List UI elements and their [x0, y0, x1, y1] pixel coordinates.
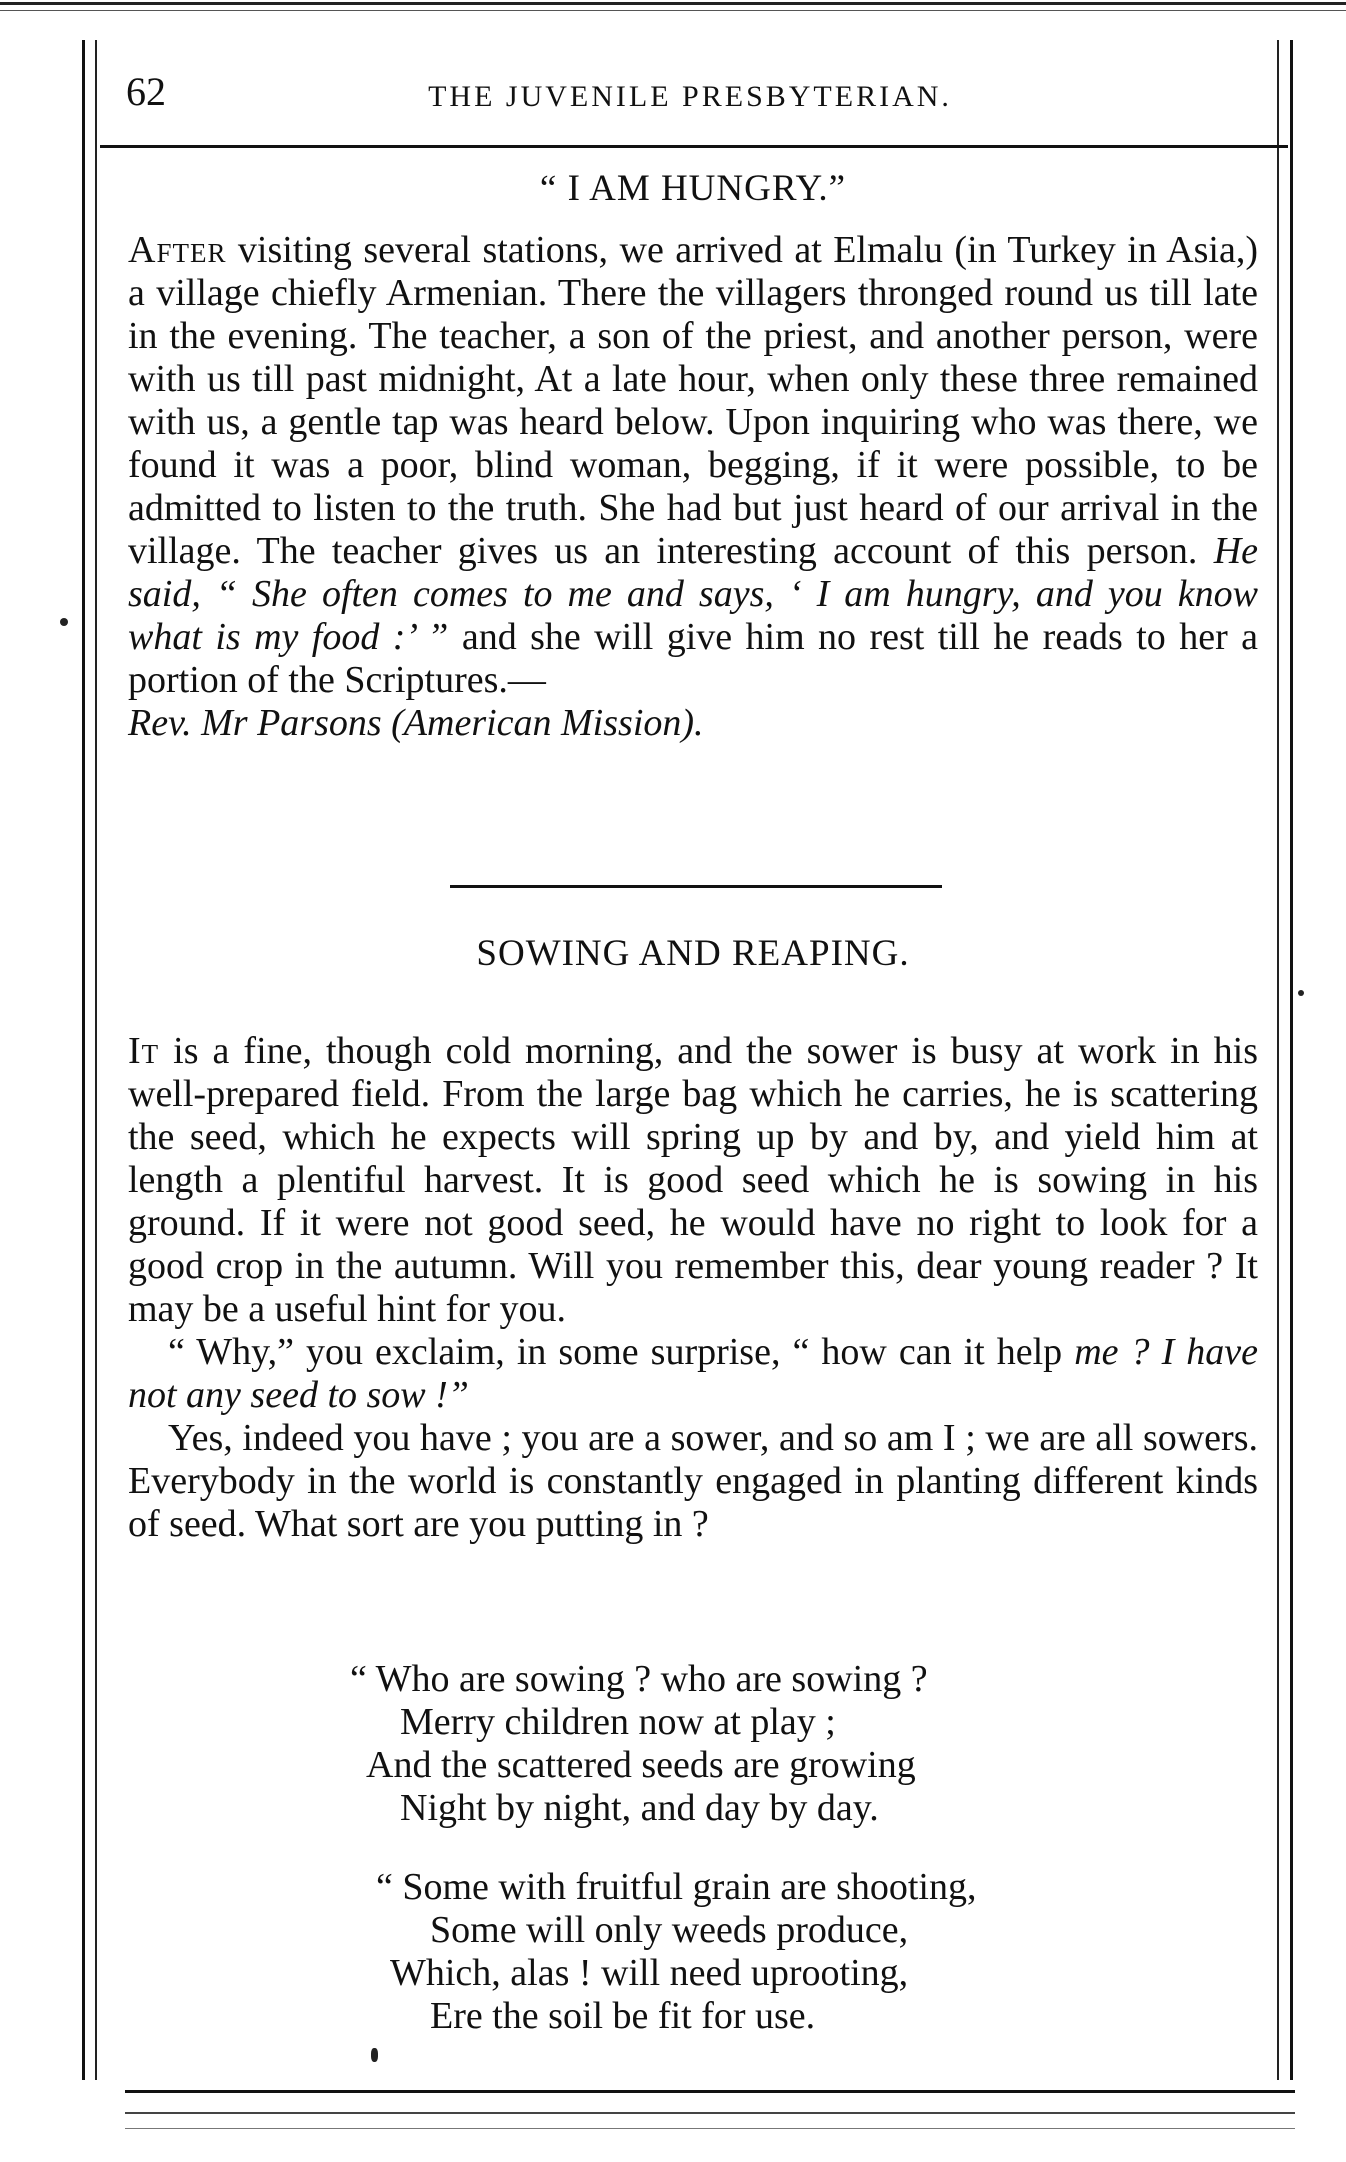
- italic-quote: He said, “ She often comes to me and says, ‘ I am hungry, and you know what is my food :’ ”: [128, 530, 1258, 658]
- body-text-end: and she will give him no rest till he reads to her a portion of the Scriptures.—: [128, 616, 1259, 701]
- poem-line: “ Who are sowing ? who are sowing ?: [350, 1658, 928, 1700]
- bottom-rule: [125, 2090, 1295, 2093]
- top-border-rule-thin: [0, 10, 1346, 11]
- poem-line: Some will only weeds produce,: [430, 1909, 909, 1951]
- paragraph-3: Yes, indeed you have ; you are a sower, and so am I ; we are all sowers. Everybody in the world is constantly engaged in planting different kinds of seed. What sort are you putting in ?: [128, 1417, 1258, 1545]
- lead-word: After: [128, 229, 227, 271]
- poem-line: Night by night, and day by day.: [400, 1787, 879, 1829]
- header-divider: [100, 145, 1288, 148]
- article-title: SOWING AND REAPING.: [476, 933, 910, 974]
- print-speck: [371, 2048, 378, 2062]
- paragraph-2-text: “ Why,” you exclaim, in some surprise, “ how can it help: [168, 1331, 1075, 1373]
- article-sowing-and-reaping: [128, 935, 1258, 1546]
- poem-line: And the scattered seeds are growing: [366, 1744, 916, 1786]
- paragraph-2-italic: me ? I have not any seed to sow !”: [128, 1331, 1258, 1416]
- paragraph-2: [128, 1331, 1258, 1417]
- poem-line: Which, alas ! will need uprooting,: [390, 1952, 909, 1994]
- bottom-rule-tertiary: [125, 2128, 1295, 2129]
- bottom-rule-secondary: [125, 2112, 1295, 2114]
- article-body: [128, 229, 1258, 745]
- print-speck: [1298, 990, 1304, 996]
- paragraph-1: [128, 1030, 1258, 1331]
- article-title: “ I AM HUNGRY.”: [539, 168, 847, 209]
- poem-stanza-1: [330, 1658, 1110, 1830]
- top-border-rule: [0, 2, 1346, 5]
- poem-line: Merry children now at play ;: [400, 1701, 836, 1743]
- section-separator: [450, 885, 942, 888]
- poem-stanza-2: [330, 1866, 1110, 2038]
- body-text: visiting several stations, we arrived at Elmalu (in Turkey in Asia,) a village chiefly Armenian. There the villagers thronged round us till late in the evening. The teacher, a son of the priest, and another person, were with us till past midnight, At a late hour, when only these three remained with us, a gentle tap was heard below. Upon inquiring who was there, we found it was a poor, blind woman, begging, if it were possible, to be admitted to listen to the truth. She had but just heard of our arrival in the village. The teacher gives us an interesting account of this person.: [128, 229, 1258, 572]
- article-i-am-hungry: [128, 170, 1258, 745]
- paragraph-1-text: is a fine, though cold morning, and the sower is busy at work in his well-prepared field. From the large bag which he carries, he is scattering the seed, which he expects will spring up by and by, and yield him at length a plentiful harvest. It is good seed which he is sowing in his ground. If it were not good seed, he would have no right to look for a good crop in the autumn. Will you remember this, dear young reader ? It may be a useful hint for you.: [128, 1030, 1258, 1330]
- lead-word: It: [128, 1030, 160, 1072]
- attribution: Rev. Mr Parsons (American Mission).: [128, 702, 704, 744]
- running-title: THE JUVENILE PRESBYTERIAN.: [428, 80, 952, 113]
- poem-line: Ere the soil be fit for use.: [430, 1995, 816, 2037]
- page-number: 62: [126, 69, 166, 114]
- print-speck: [60, 618, 68, 626]
- poem-line: “ Some with fruitful grain are shooting,: [376, 1866, 977, 1908]
